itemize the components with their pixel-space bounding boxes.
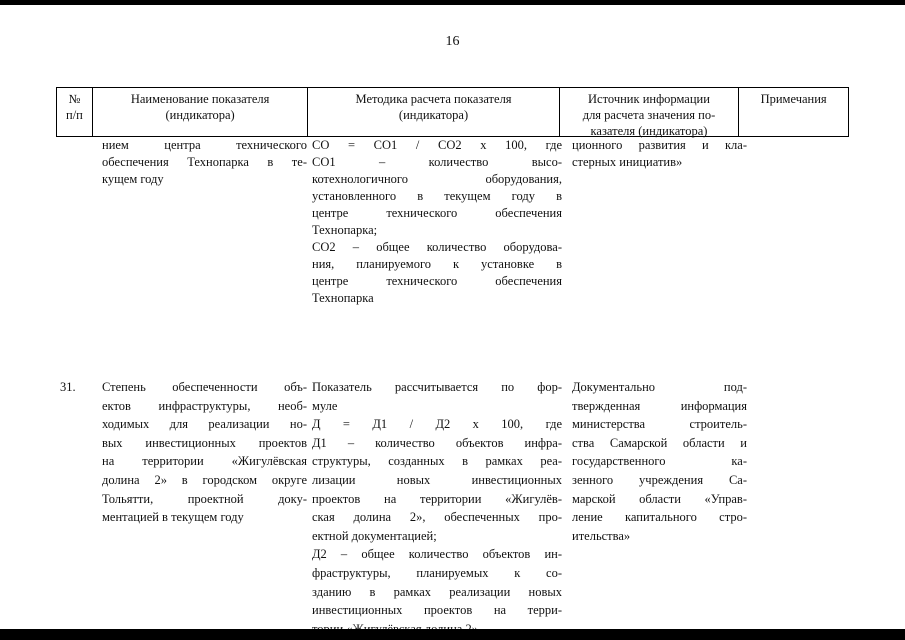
header-line: (индикатора) <box>398 108 469 122</box>
table-body <box>56 137 849 618</box>
information-source-line: твержденная информация <box>572 398 747 413</box>
bottom-border <box>0 629 905 640</box>
calculation-method-line: ектной документацией; <box>312 528 437 543</box>
calculation-method-line: проектов на территории «Жигулёв- <box>312 491 562 506</box>
calculation-method-line: ская долина 2», обеспеченных про- <box>312 510 562 525</box>
calculation-method-line: фраструктуры, планируемых к со- <box>312 565 562 580</box>
header-notes <box>739 88 848 136</box>
calculation-method-line: инвестиционных проектов на терри- <box>312 603 562 618</box>
indicator-name-cell <box>98 378 312 638</box>
indicator-name-line: ментацией в текущем году <box>102 510 244 525</box>
row-number-cell <box>56 378 98 638</box>
information-source-line: ление капитального стро- <box>572 510 747 525</box>
information-source-line: Документально под- <box>572 380 747 394</box>
header-line: Наименование показателя <box>130 92 270 106</box>
top-border <box>0 0 905 5</box>
indicator-name-cell <box>98 137 312 307</box>
calculation-method-line: Д1 – количество объектов инфра- <box>312 435 562 450</box>
information-source-line: ительства» <box>572 528 631 543</box>
header-number <box>57 88 93 136</box>
header-line: казателя (индикатора) <box>590 124 708 138</box>
calculation-method-line: установленного в текущем году в <box>312 189 562 203</box>
calculation-method-line: центре технического обеспечения <box>312 206 562 220</box>
indicator-name-line: ходимых для реализации но- <box>102 417 307 432</box>
information-source-line: ства Самарской области и <box>572 435 747 450</box>
header-line: Примечания <box>760 92 827 106</box>
row-number-line: 31. <box>60 380 76 394</box>
information-source-cell <box>572 137 752 307</box>
indicator-name-line: ектов инфраструктуры, необ- <box>102 398 307 413</box>
calculation-method-line: муле <box>312 398 338 413</box>
information-source-line: министерства строитель- <box>572 417 747 432</box>
indicator-name-line: обеспечения Технопарка в те- <box>102 155 307 169</box>
indicator-name-line: Тольятти, проектной доку- <box>102 491 307 506</box>
header-line: Методика расчета показателя <box>355 92 512 106</box>
indicator-table <box>56 87 849 618</box>
calculation-method-cell <box>312 378 572 638</box>
calculation-method-line: центре технического обеспечения <box>312 274 562 288</box>
indicator-name-line: долина 2» в городском округе <box>102 472 307 487</box>
calculation-method-line: СО2 – общее количество оборудова- <box>312 240 562 254</box>
header-line: № <box>68 92 81 106</box>
notes-cell <box>752 137 849 307</box>
calculation-method-line: зданию в рамках реализации новых <box>312 584 562 599</box>
calculation-method-line: котехнологичного оборудования, <box>312 172 562 186</box>
information-source-line: марской области «Управ- <box>572 491 747 506</box>
calculation-method-line: структуры, созданных в рамках реа- <box>312 454 562 469</box>
calculation-method-line: ния, планируемого к установке в <box>312 257 562 271</box>
table-header <box>56 87 849 137</box>
calculation-method-line: Показатель рассчитывается по фор- <box>312 380 562 394</box>
indicator-name-line: на территории «Жигулёвская <box>102 454 307 469</box>
header-source <box>560 88 740 136</box>
header-method <box>308 88 559 136</box>
calculation-method-line: СО1 – количество высо- <box>312 155 562 169</box>
calculation-method-line: Д2 – общее количество объектов ин- <box>312 547 562 562</box>
indicator-name-line: вых инвестиционных проектов <box>102 435 307 450</box>
information-source-line: зенного учреждения Са- <box>572 472 747 487</box>
information-source-line: государственного ка- <box>572 454 747 469</box>
calculation-method-cell <box>312 137 572 307</box>
information-source-cell <box>572 378 752 638</box>
calculation-method-line: Технопарка <box>312 291 374 305</box>
header-line: п/п <box>66 108 83 122</box>
notes-cell <box>752 378 849 638</box>
table-row <box>56 378 849 638</box>
row-number-cell <box>56 137 98 307</box>
header-line: Источник информации <box>588 92 710 106</box>
calculation-method-line: СО = СО1 / СО2 х 100, где <box>312 138 562 152</box>
information-source-line: стерных инициатив» <box>572 155 683 169</box>
calculation-method-line: Д = Д1 / Д2 х 100, где <box>312 417 562 432</box>
calculation-method-line: лизации новых инвестиционных <box>312 472 562 487</box>
calculation-method-line: Технопарка; <box>312 223 378 237</box>
page-number: 16 <box>445 34 460 49</box>
indicator-name-line: Степень обеспеченности объ- <box>102 380 307 394</box>
table-row <box>56 137 849 307</box>
information-source-line: ционного развития и кла- <box>572 138 747 152</box>
header-indicator-name <box>93 88 308 136</box>
indicator-name-line: кущем году <box>102 172 164 186</box>
header-line: для расчета значения по- <box>582 108 716 122</box>
indicator-name-line: нием центра технического <box>102 138 307 152</box>
header-line: (индикатора) <box>165 108 235 122</box>
